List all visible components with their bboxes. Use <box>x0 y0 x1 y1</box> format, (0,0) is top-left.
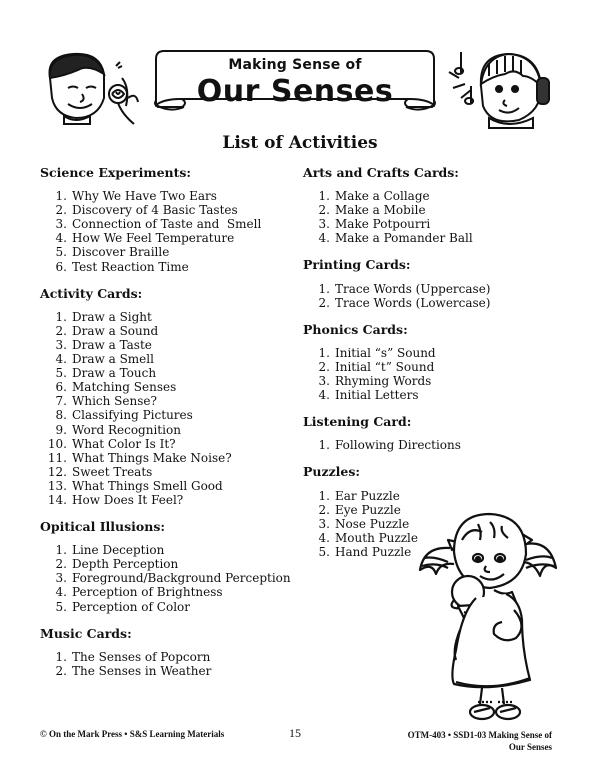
list-item <box>40 451 300 465</box>
item-text: Make a Pomander Ball <box>335 231 473 246</box>
section-heading: Activity Cards: <box>40 285 143 301</box>
item-text: Draw a Sound <box>72 323 159 338</box>
list-item <box>40 585 300 599</box>
activity-list <box>303 438 543 452</box>
item-text: Nose Puzzle <box>335 516 410 531</box>
banner-subtitle: Making Sense of <box>228 57 362 73</box>
left-column <box>40 166 300 691</box>
list-item <box>303 388 543 402</box>
item-number: 4. <box>318 231 330 246</box>
list-item <box>40 571 300 585</box>
activity-list <box>40 650 300 678</box>
item-text: Line Deception <box>72 543 165 558</box>
list-item <box>40 437 300 451</box>
list-item <box>40 479 300 493</box>
item-text: Mouth Puzzle <box>335 530 418 545</box>
item-text: Initial “s” Sound <box>335 345 436 360</box>
item-text: Initial Letters <box>335 388 419 403</box>
item-text: Trace Words (Lowercase) <box>335 295 491 310</box>
item-number: 5. <box>55 366 67 381</box>
item-text: Depth Perception <box>72 557 179 572</box>
list-item <box>40 557 300 571</box>
list-item <box>40 423 300 437</box>
section-optical-illusions <box>40 520 300 614</box>
item-text: What Things Smell Good <box>72 478 223 493</box>
item-text: Discovery of 4 Basic Tastes <box>72 203 238 218</box>
item-text: The Senses of Popcorn <box>72 649 211 664</box>
section-arts-and-crafts-cards <box>303 166 543 245</box>
list-item <box>303 217 543 231</box>
title-banner <box>150 47 440 117</box>
item-number: 1. <box>55 649 67 664</box>
list-item <box>40 338 300 352</box>
item-number: 5. <box>55 599 67 614</box>
activity-list <box>40 543 300 613</box>
section-heading: Puzzles: <box>303 464 361 480</box>
item-number: 4. <box>55 231 67 246</box>
item-text: Following Directions <box>335 438 461 453</box>
item-number: 2. <box>318 359 330 374</box>
activity-list <box>40 310 300 507</box>
list-item <box>40 217 300 231</box>
item-number: 2. <box>318 502 330 517</box>
list-item <box>303 296 543 310</box>
item-text: Classifying Pictures <box>72 408 193 423</box>
item-number: 1. <box>55 189 67 204</box>
section-heading: Science Experiments: <box>40 165 192 180</box>
footer-copyright: © On the Mark Press • S&S Learning Materials <box>40 729 225 739</box>
item-text: Perception of Color <box>72 599 190 614</box>
item-number: 1. <box>318 488 330 503</box>
item-number: 13. <box>47 478 67 493</box>
list-item <box>303 438 543 452</box>
item-number: 4. <box>55 352 67 367</box>
list-item <box>40 189 300 203</box>
item-number: 3. <box>55 571 67 586</box>
item-number: 11. <box>47 450 67 465</box>
item-text: Matching Senses <box>72 380 177 395</box>
item-number: 1. <box>55 543 67 558</box>
girl-with-headphones-illustration <box>445 46 557 130</box>
item-number: 2. <box>55 557 67 572</box>
item-text: Draw a Taste <box>72 337 152 352</box>
item-text: How We Feel Temperature <box>72 231 235 246</box>
item-number: 1. <box>318 438 330 453</box>
section-heading: Music Cards: <box>40 625 132 641</box>
list-item <box>40 600 300 614</box>
activity-list <box>303 346 543 402</box>
activity-list <box>303 282 543 310</box>
section-music-cards <box>40 627 300 678</box>
item-number: 2. <box>318 203 330 218</box>
item-number: 3. <box>318 516 330 531</box>
list-item <box>40 260 300 274</box>
list-item <box>40 310 300 324</box>
item-number: 3. <box>318 217 330 232</box>
list-item <box>303 346 543 360</box>
item-text: The Senses in Weather <box>72 663 212 678</box>
section-heading: Phonics Cards: <box>303 321 408 337</box>
item-number: 1. <box>318 345 330 360</box>
item-text: Ear Puzzle <box>335 488 400 503</box>
item-text: Word Recognition <box>72 422 181 437</box>
girl-eating-ice-cream-illustration <box>410 500 570 725</box>
item-text: Draw a Touch <box>72 366 157 381</box>
list-item <box>40 664 300 678</box>
list-item <box>303 360 543 374</box>
item-number: 3. <box>318 374 330 389</box>
list-item <box>40 352 300 366</box>
list-item <box>303 374 543 388</box>
list-item <box>303 189 543 203</box>
item-text: Discover Braille <box>72 245 170 260</box>
list-item <box>40 394 300 408</box>
section-activity-cards <box>40 287 300 507</box>
item-number: 3. <box>55 337 67 352</box>
item-number: 6. <box>55 380 67 395</box>
item-text: Make a Mobile <box>335 203 426 218</box>
activity-list <box>303 189 543 245</box>
list-item <box>40 203 300 217</box>
list-item <box>40 650 300 664</box>
footer-product-line2: Our Senses <box>508 742 552 752</box>
item-number: 5. <box>55 245 67 260</box>
item-text: What Color Is It? <box>72 436 176 451</box>
item-text: Initial “t” Sound <box>335 359 435 374</box>
item-number: 2. <box>318 295 330 310</box>
section-listening-card <box>303 415 543 452</box>
item-number: 1. <box>318 189 330 204</box>
item-text: How Does It Feel? <box>72 492 184 507</box>
list-item <box>303 231 543 245</box>
item-number: 4. <box>318 388 330 403</box>
item-text: Why We Have Two Ears <box>72 189 217 204</box>
activity-list <box>40 189 300 274</box>
item-text: Trace Words (Uppercase) <box>335 281 491 296</box>
item-number: 7. <box>55 394 67 409</box>
list-item <box>40 245 300 259</box>
item-text: Eye Puzzle <box>335 502 401 517</box>
item-number: 6. <box>55 259 67 274</box>
page-title: List of Activities <box>222 133 378 153</box>
item-text: Which Sense? <box>72 394 157 409</box>
item-number: 2. <box>55 663 67 678</box>
item-text: Test Reaction Time <box>72 259 189 274</box>
section-heading: Printing Cards: <box>303 257 411 273</box>
banner-title: Our Senses <box>196 74 394 109</box>
item-number: 14. <box>47 492 67 507</box>
item-number: 4. <box>55 585 67 600</box>
boy-smelling-rose-illustration <box>38 48 148 128</box>
item-number: 1. <box>55 309 67 324</box>
item-number: 2. <box>55 323 67 338</box>
item-number: 2. <box>55 203 67 218</box>
item-number: 1. <box>318 281 330 296</box>
section-printing-cards <box>303 258 543 309</box>
item-number: 5. <box>318 544 330 559</box>
item-number: 9. <box>55 422 67 437</box>
item-text: Perception of Brightness <box>72 585 223 600</box>
list-item <box>40 408 300 422</box>
list-item <box>40 465 300 479</box>
item-text: Connection of Taste and Smell <box>72 217 262 232</box>
list-item <box>40 324 300 338</box>
item-number: 10. <box>47 436 67 451</box>
section-science-experiments <box>40 166 300 274</box>
list-item <box>303 282 543 296</box>
item-text: Foreground/Background Perception <box>72 571 291 586</box>
item-text: Sweet Treats <box>72 464 153 479</box>
list-item <box>40 366 300 380</box>
item-number: 4. <box>318 530 330 545</box>
item-text: Draw a Smell <box>72 352 154 367</box>
footer-product-line1: OTM-403 • SSD1-03 Making Sense of <box>407 730 552 740</box>
section-heading: Opitical Illusions: <box>40 519 166 535</box>
item-number: 12. <box>47 464 67 479</box>
item-number: 8. <box>55 408 67 423</box>
footer-product-code <box>380 729 552 753</box>
list-item <box>40 493 300 507</box>
item-text: Make Potpourri <box>335 217 431 232</box>
page-number: 15 <box>289 726 301 740</box>
item-number: 3. <box>55 217 67 232</box>
section-phonics-cards <box>303 323 543 402</box>
item-text: Make a Collage <box>335 189 430 204</box>
list-item <box>40 231 300 245</box>
section-heading: Listening Card: <box>303 414 412 430</box>
section-heading: Arts and Crafts Cards: <box>303 165 459 180</box>
item-text: Hand Puzzle <box>335 544 412 559</box>
list-item <box>303 203 543 217</box>
item-text: What Things Make Noise? <box>72 450 232 465</box>
list-item <box>40 380 300 394</box>
item-text: Rhyming Words <box>335 374 432 389</box>
item-text: Draw a Sight <box>72 309 152 324</box>
list-item <box>40 543 300 557</box>
